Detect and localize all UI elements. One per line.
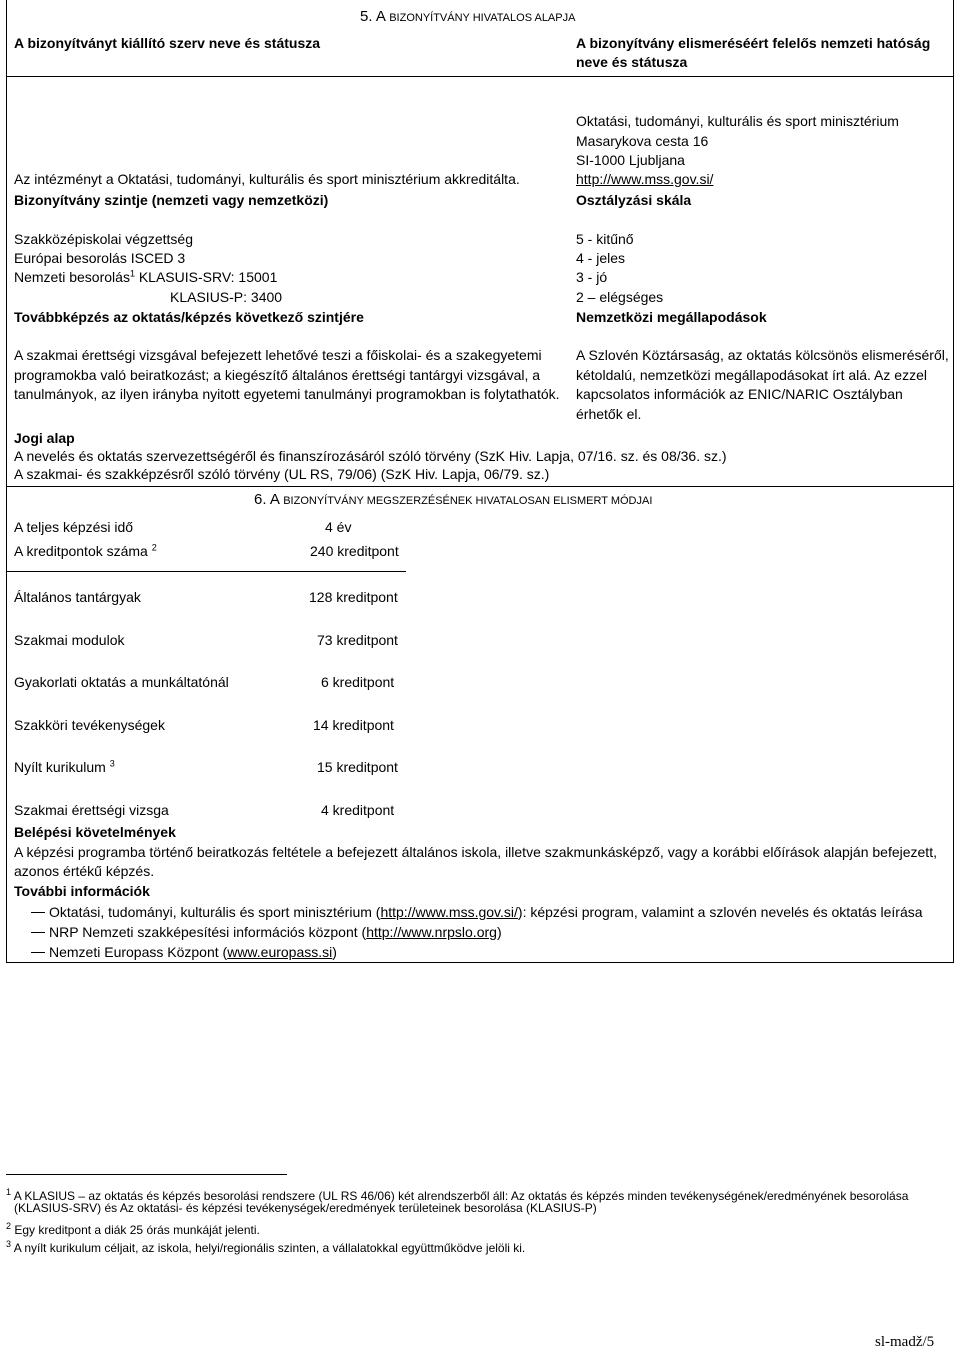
grade-2: 2 – elégséges bbox=[576, 289, 664, 305]
footnote-rule bbox=[6, 1174, 287, 1175]
level-line-3: Nemzeti besorolás$^1$ KLASUIS-SRV: 15001 bbox=[14, 268, 278, 285]
duration-label: A teljes képzési idő bbox=[14, 519, 134, 535]
more-info-item: Oktatási, tudományi, kulturális és sport minisztérium (http://www.mss.gov.si/): képzési program, valamint a szlovén nevelés és oktatás leírása bbox=[49, 904, 923, 920]
level-line-1: Szakközépiskolai végzettség bbox=[14, 231, 193, 247]
page-number: sl-madž/5 bbox=[875, 1334, 935, 1350]
intl-line-3: kapcsolatos információk az ENIC/NARIC Osztályban bbox=[576, 386, 903, 402]
further-line-3: tanulmányok, az ilyen irányba nyitott egyetemi tanulmányi programokban is folytathatók. bbox=[14, 386, 560, 402]
intl-line-1: A Szlovén Köztársaság, az oktatás kölcsönös elismeréséről, bbox=[576, 347, 949, 363]
entry-line-2: azonos értékű képzés. bbox=[14, 863, 155, 879]
module-value: 4 kreditpont bbox=[321, 802, 395, 818]
module-label: Szakmai modulok bbox=[14, 632, 125, 648]
issuer-text: Az intézményt a Oktatási, tudományi, kulturális és sport minisztérium akkreditálta. bbox=[14, 171, 520, 187]
module-value: 15 kreditpont bbox=[317, 759, 398, 775]
level-header: Bizonyítvány szintje (nemzeti vagy nemzetközi) bbox=[14, 192, 329, 208]
legal-header: Jogi alap bbox=[14, 430, 75, 446]
level-line-2: Európai besorolás ISCED 3 bbox=[14, 250, 186, 266]
further-header: Továbbképzés az oktatás/képzés következő szintjére bbox=[14, 309, 364, 325]
level-line-4: KLASIUS-P: 3400 bbox=[170, 289, 283, 305]
further-line-2: programokba való beiratkozást; a kiegészítő általános érettségi tantárgyi vizsgával, a bbox=[14, 367, 541, 383]
module-label: Gyakorlati oktatás a munkáltatónál bbox=[14, 674, 229, 690]
intl-line-4: érhetők el. bbox=[576, 406, 642, 422]
nrpslo-link[interactable]: http://www.nrpslo.org bbox=[366, 924, 497, 940]
module-value: 73 kreditpont bbox=[317, 632, 398, 648]
europass-link[interactable]: www.europass.si bbox=[227, 944, 333, 960]
module-label: Szakmai érettségi vizsga bbox=[14, 802, 169, 818]
legal-line-2: A szakmai- és szakképzésről szóló törvény (UL RS, 79/06) (SzK Hiv. Lapja, 06/79. sz.) bbox=[14, 466, 550, 482]
authority-line-3: SI-1000 Ljubljana bbox=[576, 152, 685, 168]
legal-line-1: A nevelés és oktatás szervezettségéről és finanszírozásáról szóló törvény (SzK Hiv. Lapja, 07/16. sz. és 08/36. sz.) bbox=[14, 448, 727, 464]
authority-header-line2: neve és státusza bbox=[576, 54, 688, 70]
authority-header-line1: A bizonyítvány elismeréséért felelős nemzeti hatóság bbox=[576, 35, 931, 51]
more-info-item: NRP Nemzeti szakképesítési információs központ (http://www.nrpslo.org) bbox=[49, 924, 502, 940]
credits-value: 240 kreditpont bbox=[310, 543, 399, 559]
issuer-header: A bizonyítványt kiállító szerv neve és státusza bbox=[14, 35, 321, 51]
bullet-dash bbox=[31, 952, 45, 953]
footnote-3: $^3$ A nyílt kurikulum céljait, az iskola, helyi/regionális szinten, a vállalatokkal együttműködve jelöli ki. bbox=[6, 1239, 526, 1255]
footnote-1: $^1$ A KLASIUS – az oktatás és képzés besorolási rendszere (UL RS 46/06) két alrendszerből áll: Az oktatás és képzés minden tevékenységének/eredményének besorolása bbox=[6, 1187, 909, 1203]
section-divider bbox=[6, 486, 954, 487]
module-value: 14 kreditpont bbox=[313, 717, 394, 733]
credits-label: A kreditpontok száma $^2$ bbox=[14, 542, 157, 559]
intl-header: Nemzetközi megállapodások bbox=[576, 309, 767, 325]
more-info-header: További információk bbox=[14, 883, 150, 899]
authority-link[interactable]: http://www.mss.gov.si/ bbox=[576, 171, 714, 187]
grade-3: 3 - jó bbox=[576, 269, 608, 285]
authority-line-2: Masarykova cesta 16 bbox=[576, 133, 709, 149]
footnote-1-cont: (KLASIUS-SRV) és Az oktatási- és képzési tevékenységek/eredmények területeinek besorolása (KLASIUS-P) bbox=[14, 1201, 597, 1215]
module-value: 128 kreditpont bbox=[309, 589, 398, 605]
grade-5: 5 - kitűnő bbox=[576, 231, 634, 247]
grading-header: Osztályzási skála bbox=[576, 192, 692, 208]
section6-title: 6. A BIZONYÍTVÁNY MEGSZERZÉSÉNEK HIVATALOSAN ELISMERT MÓDJAI bbox=[254, 491, 653, 508]
section5-title: 5. A BIZONYÍTVÁNY HIVATALOS ALAPJA bbox=[360, 8, 576, 25]
more-info-item: Nemzeti Europass Központ (www.europass.si) bbox=[49, 944, 337, 960]
entry-header: Belépési követelmények bbox=[14, 824, 176, 840]
authority-line-1: Oktatási, tudományi, kulturális és sport minisztérium bbox=[576, 113, 899, 129]
module-value: 6 kreditpont bbox=[321, 674, 395, 690]
duration-value: 4 év bbox=[325, 519, 352, 535]
mss-link[interactable]: http://www.mss.gov.si/ bbox=[380, 904, 518, 920]
credits-divider bbox=[6, 571, 406, 572]
entry-line-1: A képzési programba történő beiratkozás feltétele a befejezett általános iskola, illetve szakmunkásképző, vagy a korábbi előírások alapján befejezett, bbox=[14, 844, 937, 860]
intl-line-2: kétoldalú, nemzetközi megállapodásokat írt alá. Az ezzel bbox=[576, 367, 927, 383]
bullet-dash bbox=[31, 912, 45, 913]
grade-4: 4 - jeles bbox=[576, 250, 626, 266]
module-label: Nyílt kurikulum $^3$ bbox=[14, 758, 115, 775]
further-line-1: A szakmai érettségi vizsgával befejezett lehetővé teszi a főiskolai- és a szakegyetemi bbox=[14, 347, 542, 363]
header-divider bbox=[6, 76, 954, 77]
module-label: Szakköri tevékenységek bbox=[14, 717, 165, 733]
bullet-dash bbox=[31, 932, 45, 933]
module-label: Általános tantárgyak bbox=[14, 589, 141, 605]
footnote-2: $^2$ Egy kreditpont a diák 25 órás munkáját jelenti. bbox=[6, 1221, 260, 1237]
